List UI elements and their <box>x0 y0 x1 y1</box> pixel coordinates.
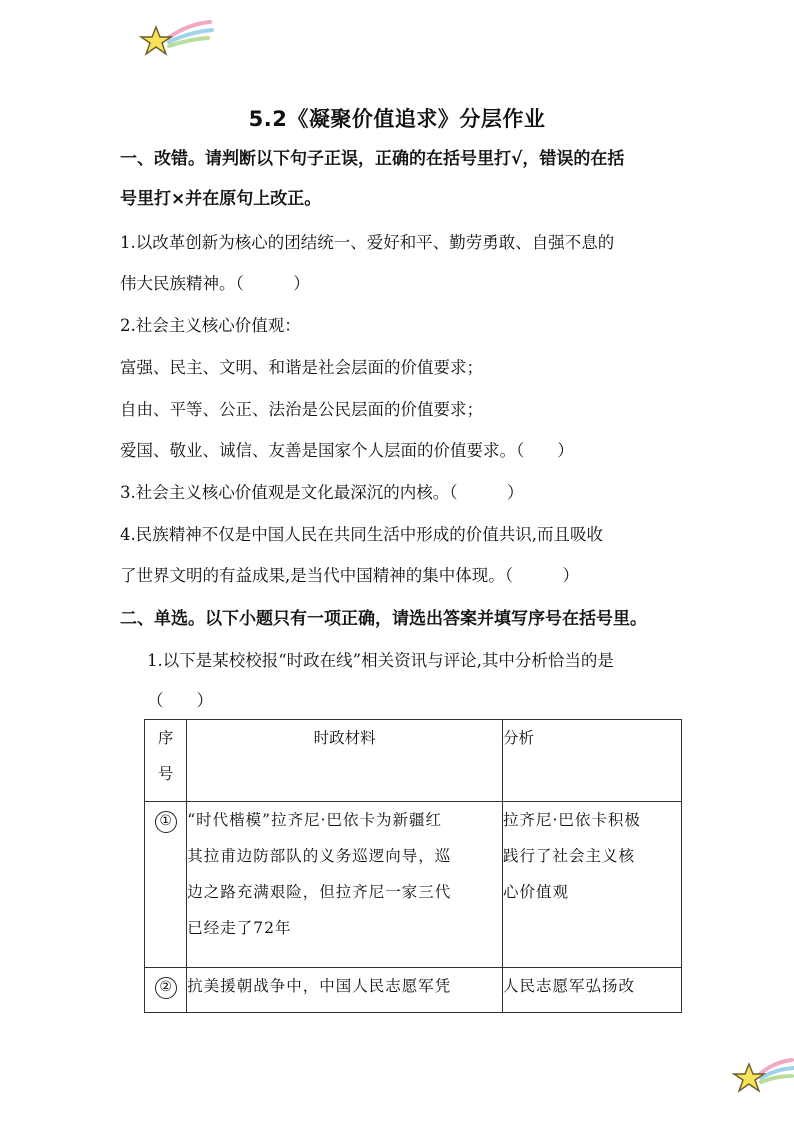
question-text: 3.社会主义核心价值观是文化最深沉的内核。（ ） <box>120 483 524 502</box>
shooting-star-icon <box>138 18 214 62</box>
page-title: 5.2《凝聚价值追求》分层作业 <box>248 107 546 131</box>
question-text: 伟大民族精神。（ ） <box>120 274 310 293</box>
section2-heading: 二、单选。以下小题只有一项正确，请选出答案并填写序号在括号里。 <box>120 609 647 629</box>
material-line: “时代楷模”拉齐尼·巴依卡为新疆红 <box>187 811 443 829</box>
table-header-row <box>145 720 682 802</box>
question-text: 富强、民主、文明、和谐是社会层面的价值要求； <box>120 358 483 377</box>
material-line: 已经走了72年 <box>187 919 292 937</box>
row-num <box>145 802 187 968</box>
section1-heading-cont: 号里打×并在原句上改正。 <box>120 189 322 209</box>
row-num <box>145 968 187 1013</box>
row-analysis <box>502 968 681 1013</box>
question-text: 了世界文明的有益成果,是当代中国精神的集中体现。（ ） <box>120 566 579 585</box>
header-num-text: 序号 <box>157 729 174 783</box>
row-material <box>187 802 503 968</box>
analysis-line: 践行了社会主义核 <box>502 847 635 865</box>
table-row <box>145 802 682 968</box>
row-num-badge: ① <box>155 811 177 833</box>
header-material: 时政材料 <box>187 720 503 802</box>
question-text: 1.以下是某校校报“时政在线”相关资讯与评论,其中分析恰当的是 <box>147 651 614 670</box>
analysis-line: 人民志愿军弘扬改 <box>502 977 635 995</box>
material-line: 抗美援朝战争中，中国人民志愿军凭 <box>187 977 452 995</box>
header-analysis: 分析 <box>502 720 681 802</box>
header-num <box>145 720 187 802</box>
row-num-badge: ② <box>155 977 177 999</box>
question-text: 1.以改革创新为核心的团结统一、爱好和平、勤劳勇敢、自强不息的 <box>120 233 615 252</box>
material-line: 其拉甫边防部队的义务巡逻向导，巡 <box>187 847 452 865</box>
material-line: 边之路充满艰险，但拉齐尼一家三代 <box>187 883 452 901</box>
question-text: 4.民族精神不仅是中国人民在共同生活中形成的价值共识,而且吸收 <box>120 525 603 544</box>
news-table <box>144 719 682 1013</box>
analysis-line: 心价值观 <box>502 883 569 901</box>
answer-blank: （ ） <box>147 691 213 710</box>
question-text: 爱国、敬业、诚信、友善是国家个人层面的价值要求。（ ） <box>120 441 574 460</box>
row-analysis <box>502 802 681 968</box>
table-row <box>145 968 682 1013</box>
question-text: 2.社会主义核心价值观： <box>120 316 301 335</box>
question-text: 自由、平等、公正、法治是公民层面的价值要求； <box>120 400 483 419</box>
shooting-star-icon <box>732 1052 794 1098</box>
section1-heading: 一、改错。请判断以下句子正误，正确的在括号里打√，错误的在括 <box>120 149 625 169</box>
analysis-line: 拉齐尼·巴依卡积极 <box>502 811 641 829</box>
row-material <box>187 968 503 1013</box>
